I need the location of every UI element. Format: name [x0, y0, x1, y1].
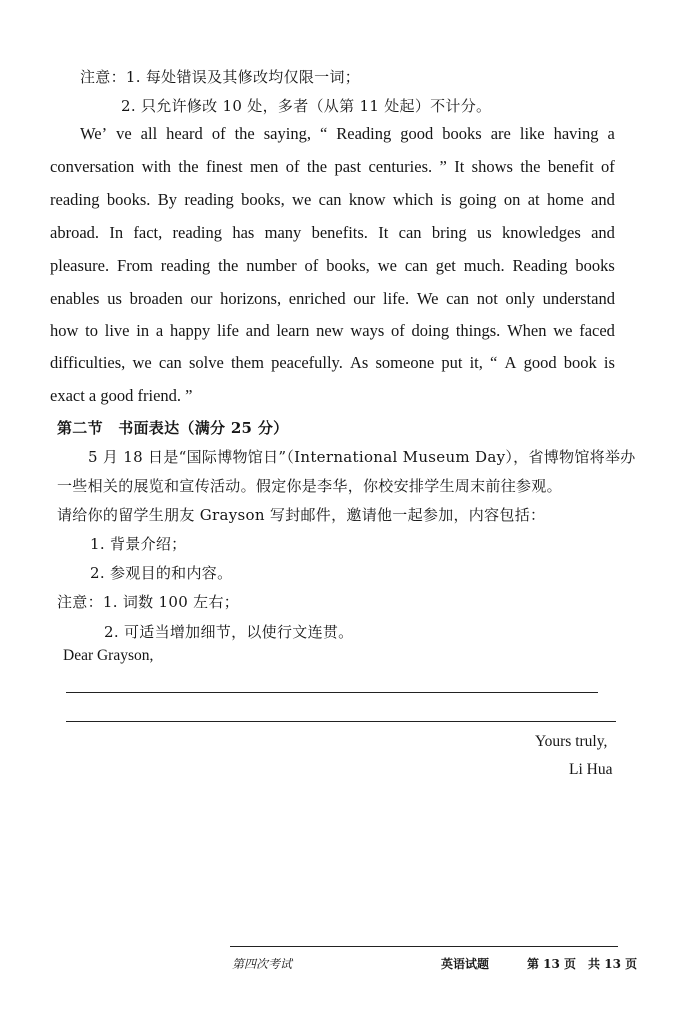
word: all [140, 124, 158, 143]
passage-line [80, 124, 615, 144]
word: can [158, 353, 182, 372]
writing-note-1: 注意：1. 词数 100 左右； [57, 593, 240, 611]
word: many [264, 223, 302, 242]
word: books, [241, 190, 285, 209]
word: reading [172, 223, 223, 242]
passage-line [50, 321, 615, 341]
word: broaden [129, 289, 183, 308]
word: home [546, 190, 584, 209]
word: learn [276, 321, 310, 340]
passage-line [50, 256, 615, 276]
word: enriched [288, 289, 346, 308]
word: peacefully. [271, 353, 343, 372]
word: of [304, 256, 319, 275]
word: get [435, 256, 456, 275]
word: new [316, 321, 344, 340]
word: It [454, 157, 465, 176]
word: good [523, 353, 557, 372]
word: our [190, 289, 213, 308]
passage-line [50, 289, 615, 309]
word: the [178, 157, 199, 176]
word: doing [411, 321, 450, 340]
word: ” [439, 157, 447, 176]
word: difficulties, [50, 353, 126, 372]
word: faced [579, 321, 615, 340]
word: bring [431, 223, 467, 242]
word: the [520, 157, 541, 176]
word: book [563, 353, 597, 372]
word: is [440, 190, 452, 209]
word: happy [169, 321, 211, 340]
word: with [141, 157, 172, 176]
word: books, [326, 256, 370, 275]
word: to [85, 321, 99, 340]
word: of [601, 157, 615, 176]
footer-page-number: 第 13 页 共 13 页 [527, 957, 638, 971]
word: our [353, 289, 376, 308]
word: good [400, 124, 434, 143]
passage-line: exact a good friend. ” [50, 386, 193, 405]
word: someone [375, 353, 435, 372]
word: shows [471, 157, 513, 176]
word: only [505, 289, 535, 308]
word: When [507, 321, 547, 340]
word: of [391, 321, 405, 340]
word: a [155, 321, 164, 340]
word: us [476, 223, 492, 242]
word: reading [50, 190, 100, 209]
word: can [404, 256, 428, 275]
word: conversation [50, 157, 135, 176]
salutation: Dear Grayson, [63, 647, 154, 664]
word: horizons, [220, 289, 282, 308]
word: heard [166, 124, 203, 143]
word: the [306, 157, 328, 176]
word: life [217, 321, 240, 340]
note-line-1: 注意：1. 每处错误及其修改均仅限一词； [80, 68, 361, 86]
word: A [504, 353, 517, 372]
word: benefits. [311, 223, 368, 242]
prompt-line-2: 一些相关的展览和宣传活动。假定你是李华，你校安排学生周末前往参观。 [57, 477, 562, 495]
word: benefit [547, 157, 594, 176]
passage-line [50, 157, 615, 177]
word: the [218, 256, 239, 275]
word: saying, [263, 124, 311, 143]
word: As [350, 353, 369, 372]
word: knowledges [501, 223, 581, 242]
answer-line [66, 692, 598, 693]
prompt-line-3: 请给你的留学生朋友 Grayson 写封邮件，邀请他一起参加，内容包括： [57, 506, 546, 524]
word: know [348, 190, 386, 209]
word: abroad. [50, 223, 100, 242]
word: We [416, 289, 439, 308]
word: books [442, 124, 482, 143]
word: From [117, 256, 153, 275]
word: pleasure. [50, 256, 110, 275]
word: of [285, 157, 300, 176]
word: By [157, 190, 177, 209]
word: fact, [133, 223, 163, 242]
word: ways [350, 321, 385, 340]
writing-note-2: 2. 可适当增加细节，以使行文连贯。 [104, 623, 354, 641]
word: it, [469, 353, 483, 372]
word: them [230, 353, 264, 372]
word: in [136, 321, 150, 340]
footer-subject: 英语试题 [441, 957, 490, 971]
word: reading [160, 256, 211, 275]
word: has [232, 223, 255, 242]
word: ve [116, 124, 132, 143]
word: us [107, 289, 122, 308]
word: books [575, 256, 615, 275]
word: centuries. [368, 157, 433, 176]
word: can [398, 223, 422, 242]
word: and [245, 321, 270, 340]
word: and [591, 223, 615, 242]
word: solve [188, 353, 224, 372]
closing: Yours truly, [535, 733, 608, 750]
word: much. [463, 256, 505, 275]
word: having [553, 124, 599, 143]
word: “ [319, 124, 328, 143]
word: not [476, 289, 498, 308]
word: a [607, 124, 615, 143]
word: are [490, 124, 511, 143]
answer-line [66, 721, 616, 722]
word: at [527, 190, 540, 209]
word: number [246, 256, 297, 275]
word: men [250, 157, 279, 176]
word: the [234, 124, 255, 143]
note-line-2: 2. 只允许修改 10 处，多者（从第 11 处起）不计分。 [121, 97, 492, 115]
word: Reading [512, 256, 568, 275]
word: In [109, 223, 124, 242]
passage-line [50, 353, 615, 373]
content-item-2: 2. 参观目的和内容。 [90, 564, 233, 582]
word: is [603, 353, 615, 372]
word: reading [184, 190, 234, 209]
word: We’ [80, 124, 108, 143]
word: of [211, 124, 226, 143]
section-heading: 第二节 书面表达（满分 25 分） [57, 419, 289, 437]
word: like [519, 124, 545, 143]
word: which [392, 190, 434, 209]
word: we [132, 353, 152, 372]
word: enables [50, 289, 100, 308]
word: can [318, 190, 342, 209]
signature: Li Hua [569, 761, 613, 778]
footer-exam-label: 第四次考试 [232, 957, 293, 971]
word: we [292, 190, 312, 209]
word: life. [383, 289, 410, 308]
passage-line [50, 223, 615, 243]
content-item-1: 1. 背景介绍； [90, 535, 187, 553]
word: and [591, 190, 615, 209]
word: “ [490, 353, 498, 372]
word: finest [205, 157, 243, 176]
word: It [378, 223, 389, 242]
prompt-line-1: 5 月 18 日是“国际博物馆日”（International Museum Day），省博物馆将举办 [88, 448, 636, 466]
word: we [377, 256, 397, 275]
word: put [441, 353, 463, 372]
word: things. [455, 321, 501, 340]
word: how [50, 321, 79, 340]
word: we [553, 321, 573, 340]
word: on [503, 190, 521, 209]
word: can [446, 289, 470, 308]
word: Reading [336, 124, 392, 143]
footer-rule [230, 946, 618, 947]
word: books. [106, 190, 151, 209]
word: past [334, 157, 362, 176]
word: understand [542, 289, 615, 308]
word: live [104, 321, 130, 340]
word: going [458, 190, 497, 209]
passage-line [50, 190, 615, 210]
